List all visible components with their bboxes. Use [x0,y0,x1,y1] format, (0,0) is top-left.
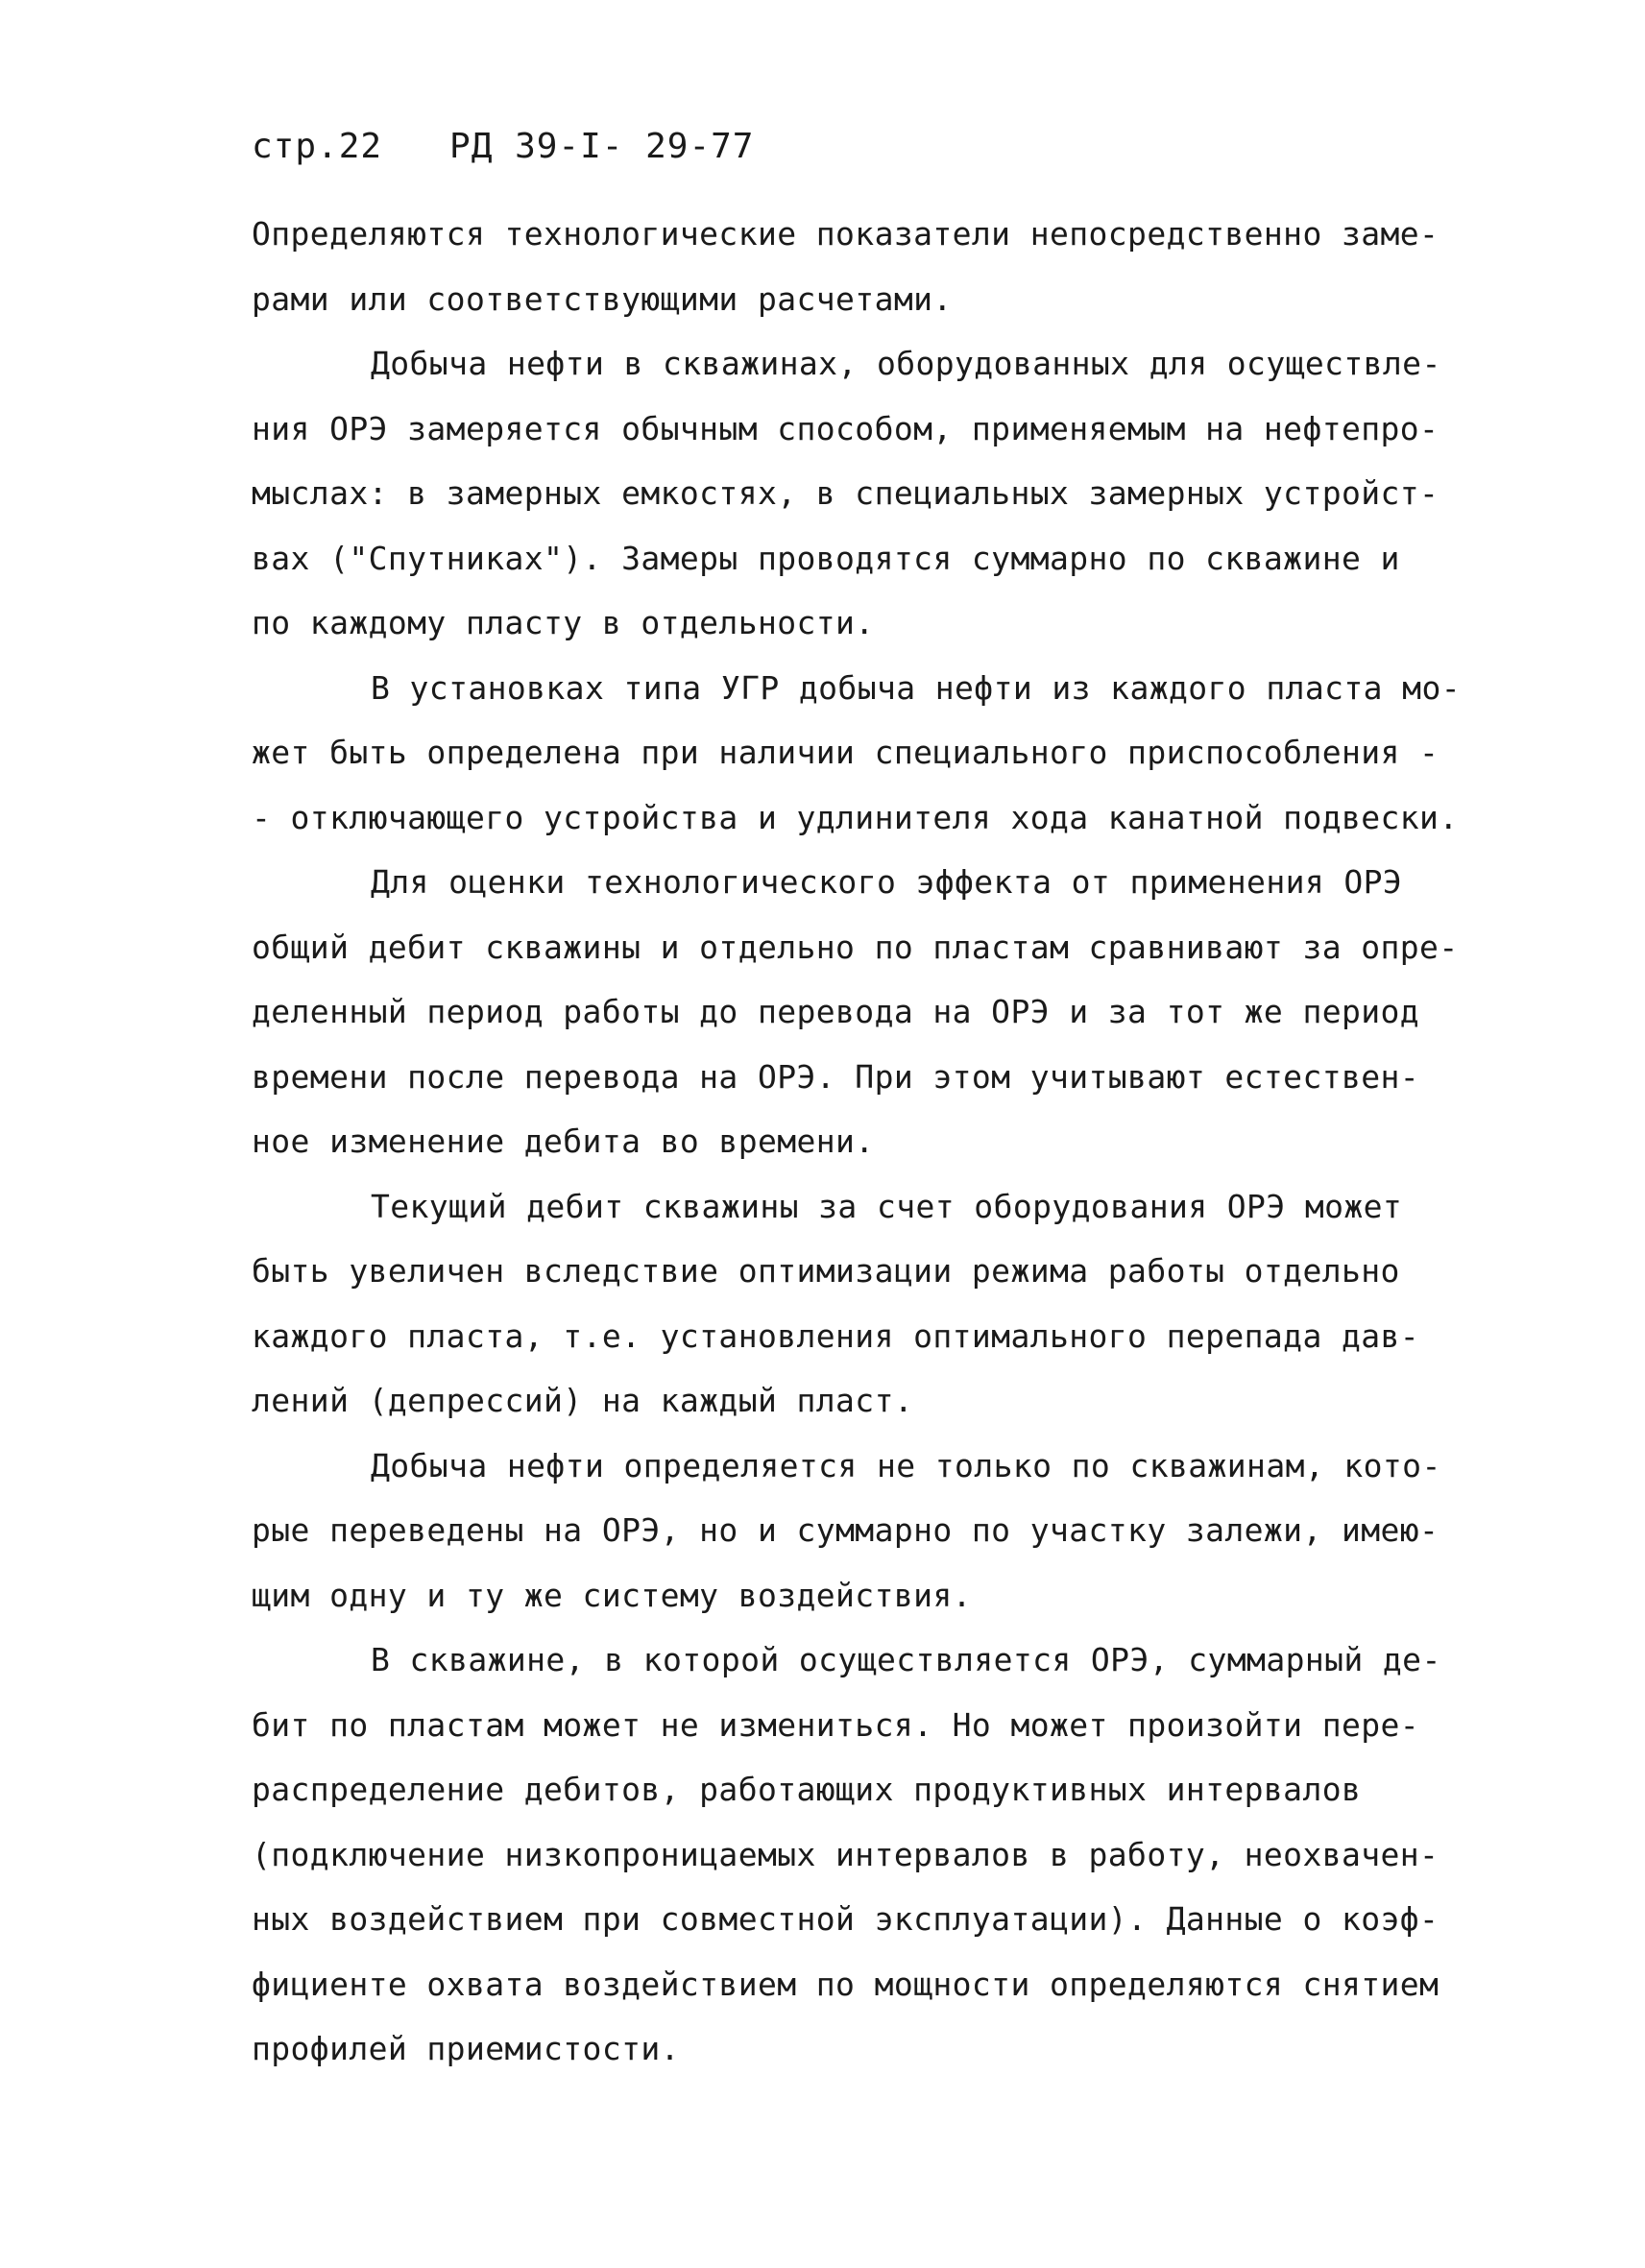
page-header [252,127,754,166]
text-line: профилей приемистости. [252,2030,680,2067]
text-line: лений (депрессий) на каждый пласт. [252,1382,914,1419]
paragraph-start-line: В установках типа УГР добыча нефти из каждого пласта мо- [371,668,1461,707]
body-text [252,202,1462,2082]
text-line: - отключающего устройства и удлинителя хода канатной подвески. [252,798,1459,836]
text-line: вах ("Спутниках"). Замеры проводятся суммарно по скважине и [252,539,1400,577]
text-line: Определяются технологические показатели непосредственно заме- [252,215,1439,253]
text-line: времени после перевода на ОРЭ. При этом учитывают естествен- [252,1057,1420,1096]
text-line: каждого пласта, т.е. установления оптимального перепада дав- [252,1316,1420,1355]
paragraph-start-line: Добыча нефти определяется не только по скважинам, кото- [371,1446,1441,1484]
text-line: мыслах: в замерных емкостях, в специальных замерных устройст- [252,474,1439,512]
text-line: ния ОРЭ замеряется обычным способом, применяемым на нефтепро- [252,409,1439,447]
text-line: общий дебит скважины и отдельно по пластам сравнивают за опре- [252,928,1459,966]
document-code: РД 39-I- 29-77 [449,127,755,166]
text-line: бит по пластам может не измениться. Но может произойти пере- [252,1705,1420,1744]
text-line: рами или соответствующими расчетами. [252,279,953,318]
text-line: щим одну и ту же систему воздействия. [252,1576,972,1614]
text-line: быть увеличен вследствие оптимизации режима работы отдельно [252,1252,1400,1290]
paragraph-start-line: Для оценки технологического эффекта от применения ОРЭ [371,863,1403,901]
text-line: распределение дебитов, работающих продуктивных интервалов [252,1771,1362,1808]
page-number: стр.22 [252,127,383,166]
text-line: жет быть определена при наличии специального приспособления - [252,734,1439,771]
paragraph-start-line: Добыча нефти в скважинах, оборудованных для осуществле- [371,345,1441,382]
text-line: (подключение низкопроницаемых интервалов в работу, неохвачен- [252,1835,1439,1873]
text-line: рые переведены на ОРЭ, но и суммарно по участку залежи, имею- [252,1511,1439,1549]
text-line: ных воздействием при совместной эксплуатации). Данные о коэф- [252,1900,1439,1938]
paragraph-start-line: Текущий дебит скважины за счет оборудования ОРЭ может [371,1187,1403,1225]
text-line: фициенте охвата воздействием по мощности определяются снятием [252,1965,1439,2003]
text-line: деленный период работы до перевода на ОРЭ и за тот же период [252,993,1420,1030]
text-line: по каждому пласту в отдельности. [252,604,875,641]
paragraph-start-line: В скважине, в которой осуществляется ОРЭ, суммарный де- [371,1641,1441,1678]
text-line: ное изменение дебита во времени. [252,1122,875,1160]
